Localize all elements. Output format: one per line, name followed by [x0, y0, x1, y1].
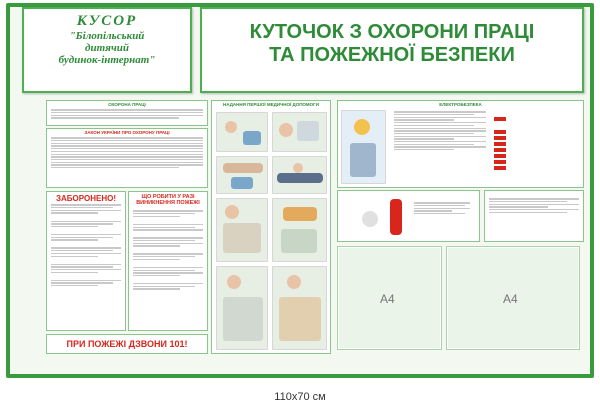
fire-safety-info-panel	[484, 190, 584, 242]
forbidden-heading: ЗАБОРОНЕНО!	[56, 194, 116, 203]
dimensions-caption: 110x70 см	[274, 391, 326, 403]
first-aid-heading: НАДАННЯ ПЕРШОЇ МЕДИЧНОЇ ДОПОМОГИ	[223, 102, 319, 107]
electrical-illustration	[341, 110, 386, 184]
first-aid-illustration	[216, 156, 268, 194]
institution-box	[22, 7, 192, 93]
stand-title-line2: ТА ПОЖЕЖНОЇ БЕЗПЕКИ	[269, 44, 515, 66]
electrical-safety-heading: ЕЛЕКТРОБЕЗПЕКА	[439, 102, 482, 107]
institution-name-2: дитячий	[85, 42, 129, 54]
electrical-warning-signs	[494, 110, 580, 184]
a4-document-pocket-right	[446, 246, 580, 350]
institution-name-3: будинок-інтернат"	[58, 54, 156, 66]
fire-actions-panel	[128, 191, 208, 331]
first-aid-illustration	[272, 156, 327, 194]
forbidden-panel	[46, 191, 126, 331]
labor-law-heading: ЗАКОН УКРАЇНИ ПРО ОХОРОНУ ПРАЦІ	[84, 130, 170, 135]
stand-title-line1: КУТОЧОК З ОХОРОНИ ПРАЦІ	[249, 21, 535, 43]
a4-document-pocket-left	[337, 246, 442, 350]
first-aid-illustration	[216, 198, 268, 262]
institution-name-1: "Білопільський	[69, 30, 145, 42]
first-aid-illustration	[272, 112, 327, 152]
electrical-text-block	[390, 110, 490, 184]
labor-protection-heading: ОХОРОНА ПРАЦІ	[108, 102, 146, 107]
first-aid-illustration	[272, 198, 327, 262]
first-aid-illustration	[272, 266, 327, 350]
labor-protection-panel	[46, 100, 208, 126]
first-aid-illustration	[216, 112, 268, 152]
a4-pocket-label: А4	[380, 292, 395, 306]
stand-title-box	[200, 7, 584, 93]
institution-abbr: КУСОР	[76, 13, 138, 29]
a4-pocket-label: А4	[503, 292, 518, 306]
first-aid-illustration	[216, 266, 268, 350]
labor-law-panel	[46, 128, 208, 188]
fire-actions-heading: ЩО РОБИТИ У РАЗІ ВИНИКНЕННЯ ПОЖЕЖІ	[136, 194, 200, 206]
fire-call-banner: ПРИ ПОЖЕЖІ ДЗВОНИ 101!	[46, 334, 208, 354]
extinguisher-panel	[337, 190, 480, 242]
